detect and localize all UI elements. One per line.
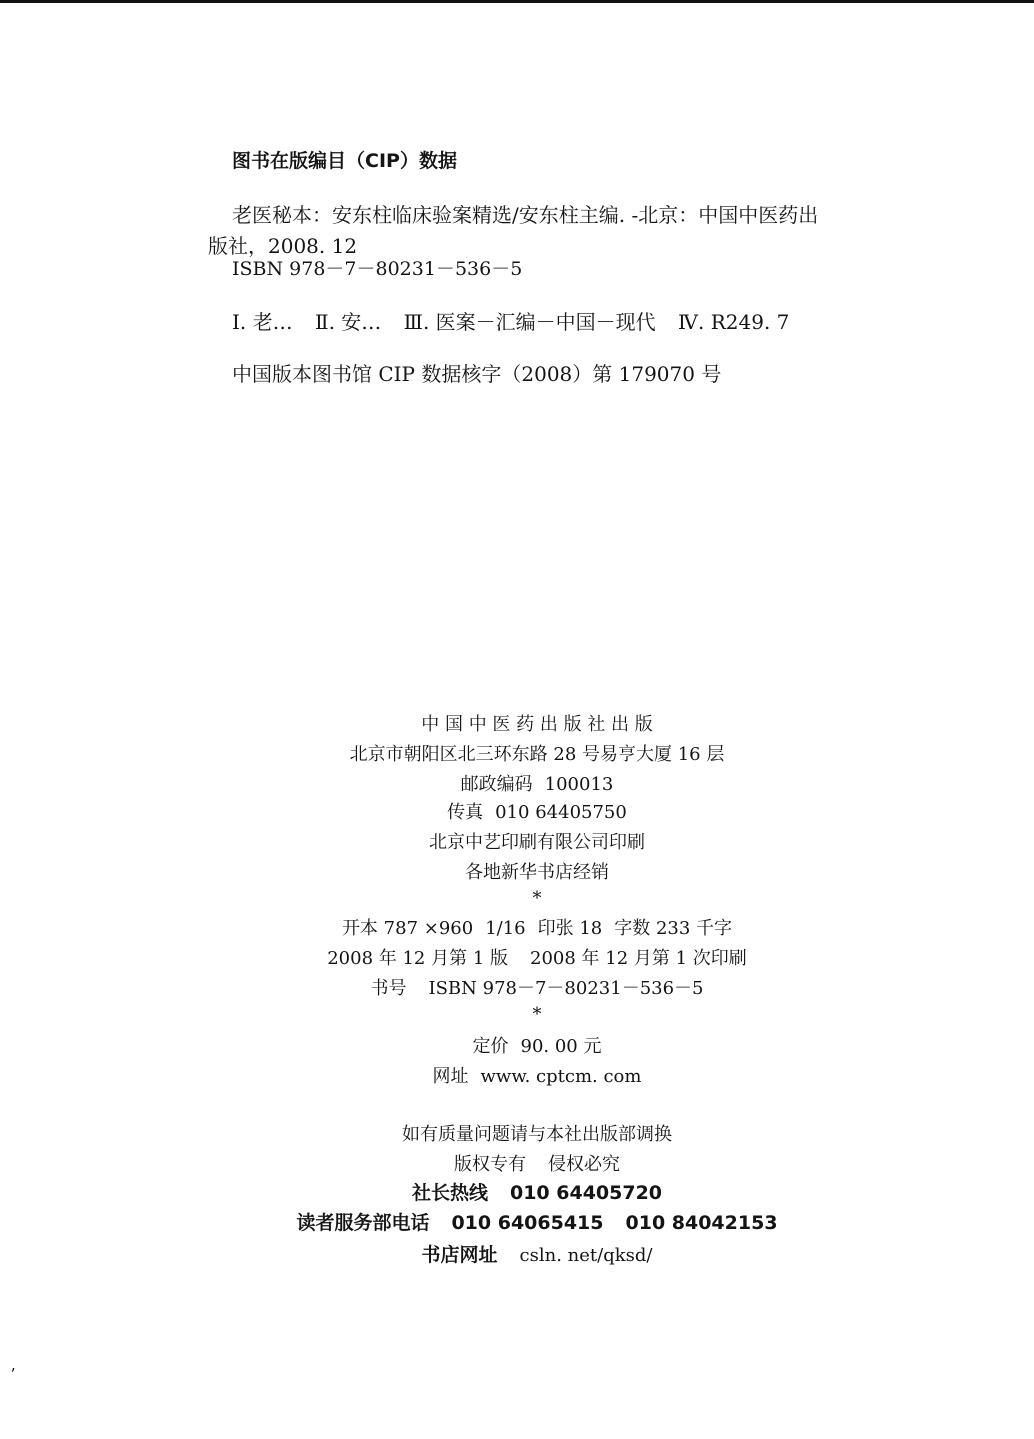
service-phone-1: 010 64065415 [451, 1212, 604, 1234]
format-word-count: 字数 233 千字 [614, 918, 733, 939]
classification-item: Ⅱ. 安… [314, 310, 382, 334]
book-number-value: ISBN 978－7－80231－536－5 [428, 978, 704, 999]
publisher-line: 中 国 中 医 药 出 版 社 出 版 [421, 714, 653, 735]
printer-line: 北京中艺印刷有限公司印刷 [429, 832, 645, 853]
edition-line [0, 944, 1034, 970]
edition-value: 2008 年 12 月第 1 版 [327, 948, 508, 969]
book-number-label: 书号 [370, 978, 407, 999]
website-line [0, 1062, 1034, 1088]
printing-value: 2008 年 12 月第 1 次印刷 [530, 948, 747, 969]
price-value: 90. 00 元 [520, 1036, 602, 1057]
fax-value: 010 64405750 [495, 802, 627, 823]
rights-line [0, 1150, 1034, 1176]
website-label: 网址 [432, 1066, 469, 1087]
top-border-rule [0, 0, 1034, 3]
format-sheets: 印张 18 [537, 918, 603, 939]
postcode-line [0, 770, 1034, 796]
store-url: csln. net/qksd/ [519, 1245, 653, 1266]
hotline-value: 010 64405720 [509, 1182, 663, 1204]
postcode-label: 邮政编码 [460, 774, 533, 795]
fax-line [0, 798, 1034, 824]
fax-label: 传真 [447, 802, 484, 823]
hotline-line [0, 1178, 1034, 1205]
rights-reserved: 版权专有 [454, 1154, 526, 1175]
hotline-label: 社长热线 [411, 1182, 488, 1204]
classification-item: Ⅰ. 老… [232, 310, 293, 334]
classification-item: Ⅳ. R249. 7 [678, 310, 790, 334]
postcode-value: 100013 [544, 774, 614, 795]
store-label: 书店网址 [421, 1244, 498, 1266]
piracy-warning: 侵权必究 [548, 1154, 620, 1175]
corner-mark: ʼ [10, 1365, 16, 1384]
book-number-line [0, 974, 1034, 1000]
service-label: 读者服务部电话 [296, 1212, 430, 1234]
cip-heading: 图书在版编目（CIP）数据 [232, 150, 457, 172]
quality-notice: 如有质量问题请与本社出版部调换 [402, 1124, 672, 1145]
price-line [0, 1032, 1034, 1058]
separator-asterisk: * [532, 888, 542, 909]
separator-asterisk: * [532, 1004, 542, 1025]
cip-verification: 中国版本图书馆 CIP 数据核字（2008）第 179070 号 [232, 362, 722, 386]
bookstore-line [0, 1240, 1034, 1267]
distributor-line: 各地新华书店经销 [465, 862, 609, 883]
format-line [0, 914, 1034, 940]
format-fold: 1/16 [485, 918, 526, 939]
service-phone-2: 010 84042153 [625, 1212, 778, 1234]
cip-isbn: ISBN 978－7－80231－536－5 [232, 258, 523, 280]
format-size: 开本 787 ×960 [341, 918, 474, 939]
website-value: www. cptcm. com [480, 1066, 642, 1087]
reader-service-line [0, 1208, 1034, 1235]
cip-classification [232, 306, 789, 335]
classification-item: Ⅲ. 医案－汇编－中国－现代 [403, 310, 656, 334]
price-label: 定价 [472, 1036, 509, 1057]
cip-description: 老医秘本：安东柱临床验案精选/安东柱主编. -北京：中国中医药出版社，2008. 12 [208, 203, 819, 258]
address-line: 北京市朝阳区北三环东路 28 号易亨大厦 16 层 [349, 744, 725, 765]
